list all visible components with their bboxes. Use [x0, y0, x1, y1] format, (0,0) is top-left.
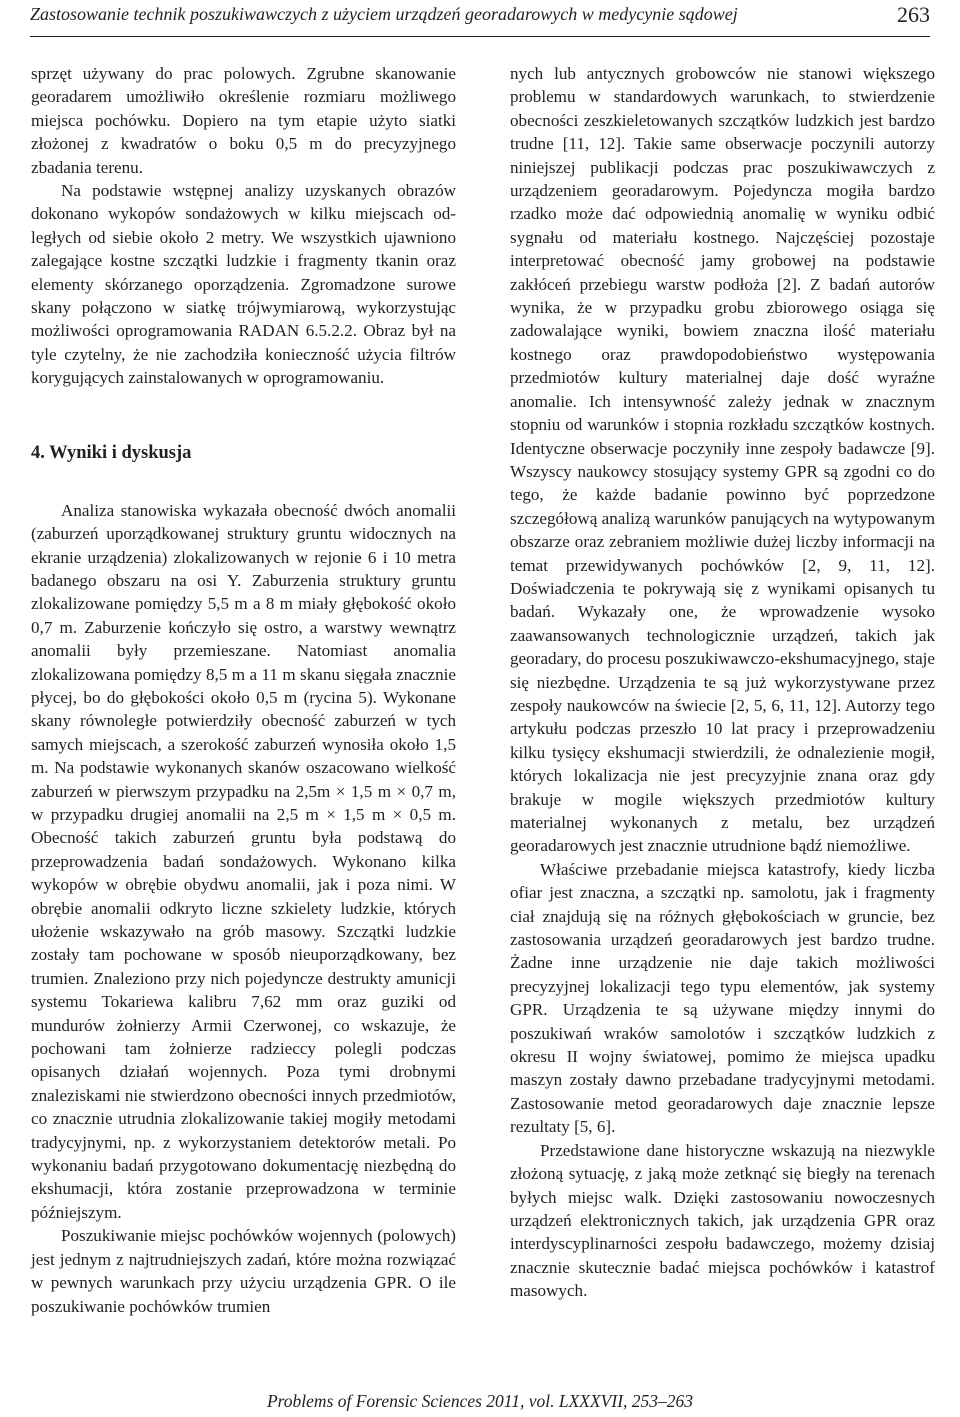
paragraph: nych lub antycznych grobowców nie stanowi większego problemu w standardowych warunkach, to stwierdzenie obecności zeszkieletowanych szczątków ludzkich jest bardzo trudne [11, 12]. Takie same obserwacje poczynili autorzy niniejszej publikacji podczas prac poszukiwawczych z urządzeniem georadarowym. Pojedyncza mogiła bardzo rzadko może dać odpowiednią anomalię w wyniku odbić sygnału od materiału kostnego. Najczęściej pozostaje interpretować obecność jamy grobowej na podstawie zakłóceń przebiegu warstw podłoża [2]. Z badań autorów wynika, że w przypadku grobu zbiorowego osiąga się zadowalające wyniki, bowiem znaczna ilość materiału kostnego oraz prawdopodobieństwo występowania przedmiotów kultury materialnej daje dość wyraźne anomalie. Ich intensywność zależy jednak w znacznym stopniu od warunków i stopnia rozkładu szczątków kostnych. Identyczne obserwacje poczyniły inne zespoły badawcze [9]. Wszyscy naukowcy stosujący systemy GPR są zgodni co do tego, że każde badanie powinno być poprzedzone szczegółową analizą warunków panujących na wytypowanym obszarze oraz zebraniem możliwie dużej liczby informacji na temat przewidywanych pochówków [2, 9, 11, 12]. Doświadczenia te pokrywają się z wynikami opisanych tu badań. Wykazały one, że wprowadzenie wysoko zaawansowanych technologicznie urządzeń, takich jak georadary, do procesu poszukiwawczo-ekshumacyjnego, staje się niezbędne. Urządzenia te są już wykorzystywane przez zespoły naukowców na świecie [2, 5, 6, 11, 12]. Autorzy tego artykułu podczas przeszło 10 lat pracy i przeprowadzeniu kilku tysięcy ekshumacji stwierdzili, że odnalezienie mogił, których lokalizacja nie jest precyzyjnie znana oraz gdy brakuje w mogile większych przedmiotów kultury materialnej wykonanych z metalu, bez urządzeń georadarowych jest znacznie utrudnione bądź niemożliwe. [510, 64, 935, 856]
paragraph: Właściwe przebadanie miejsca katastrofy, kiedy liczba ofiar jest znaczna, a szczątki np. samolotu, jak i fragmenty ciał znajdują się na różnych głębokościach w gruncie, bez zastosowania urządzeń georadarowych jest bardzo trudne. Żadne inne urządzenie nie daje takich możliwości precyzyjnej lokalizacji tego typu elementów, jak systemy GPR. Urządzenia te są używane między innymi do poszukiwań wraków samolotów i szczątków ludzkich z okresu II wojny światowej, pomimo że miejsca upadku maszyn zostały dawno przebadane tradycyjnymi metodami. Zastosowanie metod georadarowych daje znacznie lepsze rezultaty [5, 6]. [510, 859, 935, 1137]
right-column [510, 62, 935, 1303]
paragraph: Przedstawione dane historyczne wskazują na niezwykle złożoną sytuację, z jaką może zetknąć się biegły na terenach byłych miejsc walk. Dzięki zastosowaniu nowoczesnych urządzeń elektronicznych takich, jak urządzenia GPR oraz interdyscyplinarności zespołu badawczego, możemy dzisiaj znacznie skutecznie badać miejsca pochówków i katastrof masowych. [510, 1140, 935, 1301]
running-title: Zastosowanie technik poszukiwawczych z użyciem urządzeń georadarowych w medycynie sądowej [30, 4, 738, 24]
paragraph: sprzęt używany do prac polowych. Zgrubne skanowanie georadarem umożliwiło określenie rozmiaru możliwego miejsca pochówku. Dopiero na tym etapie użyto siatki złożonej z kwadratów o boku 0,5 m do precyzyjnego zbadania terenu. [31, 64, 456, 177]
section-heading: 4. Wyniki i dyskusja [31, 442, 192, 463]
journal-citation-footer: Problems of Forensic Sciences 2011, vol. LXXXVII, 253–263 [266, 1391, 694, 1411]
paragraph: Na podstawie wstępnej analizy uzyskanych obrazów dokonano wykopów sondażowych w kilku miejscach odległych od siebie około 2 metry. We wszystkich ujawniono zalegające kostne szczątki ludzkie i fragmenty tkanin oraz elementy skórzanego oporządzenia. Zgromadzone surowe skany połączono w siatkę trójwymiarową, wykorzystując możliwości oprogramowania RADAN 6.5.2.2. Obraz był na tyle czytelny, że nie zachodziła konieczność użycia filtrów korygujących zainstalowanych w oprogramowaniu. [31, 181, 456, 388]
running-header [30, 0, 930, 37]
left-column [31, 62, 456, 1318]
paragraph: Poszukiwanie miejsc pochówków wojennych (polowych) jest jednym z najtrudniejszych zadań, które można rozwiązać w pewnych warunkach przy użyciu urządzenia GPR. O ile poszukiwanie pochówków trumien [31, 1226, 456, 1316]
page-number: 263 [897, 2, 930, 27]
paragraph: Analiza stanowiska wykazała obecność dwóch anomalii (zaburzeń uporządkowanej struktury gruntu widocznych na ekranie urządzenia) zlokalizowanych w rejonie 6 i 10 metra badanego obszaru na osi Y. Zaburzenia struktury gruntu zlokalizowane pomiędzy 5,5 m a 8 m miały głębokość około 0,7 m. Zaburzenie kończyło się ostro, a warstwy wewnątrz anomalii były przemieszane. Natomiast anomalia zlokalizowana pomiędzy 8,5 m a 11 m skanu sięgała znacznie płycej, bo do głębokości około 0,5 m (rycina 5). Wykonane skany równoległe potwierdziły obecność zaburzeń w tych samych miejscach, a szerokość zaburzeń wynosiła około 1,5 m. Na podstawie wykonanych skanów oszacowano wielkość zaburzeń w pierwszym przypadku na 2,5m × 1,5 m × 0,7 m, w przypadku drugiej anomalii na 2,5 m × 1,5 m × 0,5 m. Obecność takich zaburzeń gruntu była podstawą do przeprowadzenia badań sondażowych. Wykonano kilka wykopów w obrębie obydwu anomalii, jak i poza nimi. W obrębie anomalii odkryto liczne szkielety ludzkie, których ułożenie wskazywało na grób masowy. Szczątki ludzkie zostały tam pochowane w sposób nieuporządkowany, bez trumien. Znaleziono przy nich pojedyncze destrukty amunicji systemu Tokariewa kalibru 7,62 mm oraz guziki od mundurów żołnierzy Armii Czerwonej, co wskazuje, że pochowani tam żołnierze radzieccy polegli podczas opisanych działań wojennych. Poza tymi drobnymi znaleziskami nie stwierdzono obecności innych przedmiotów, co znacznie utrudnia zlokalizowanie takiej mogiły metodami tradycyjnymi, np. z wykorzystaniem detektorów metali. Po wykonaniu badań przygotowano dokumentację niezbędną do ekshumacji, która zostanie przeprowadzona w terminie późniejszym. [31, 500, 456, 1222]
